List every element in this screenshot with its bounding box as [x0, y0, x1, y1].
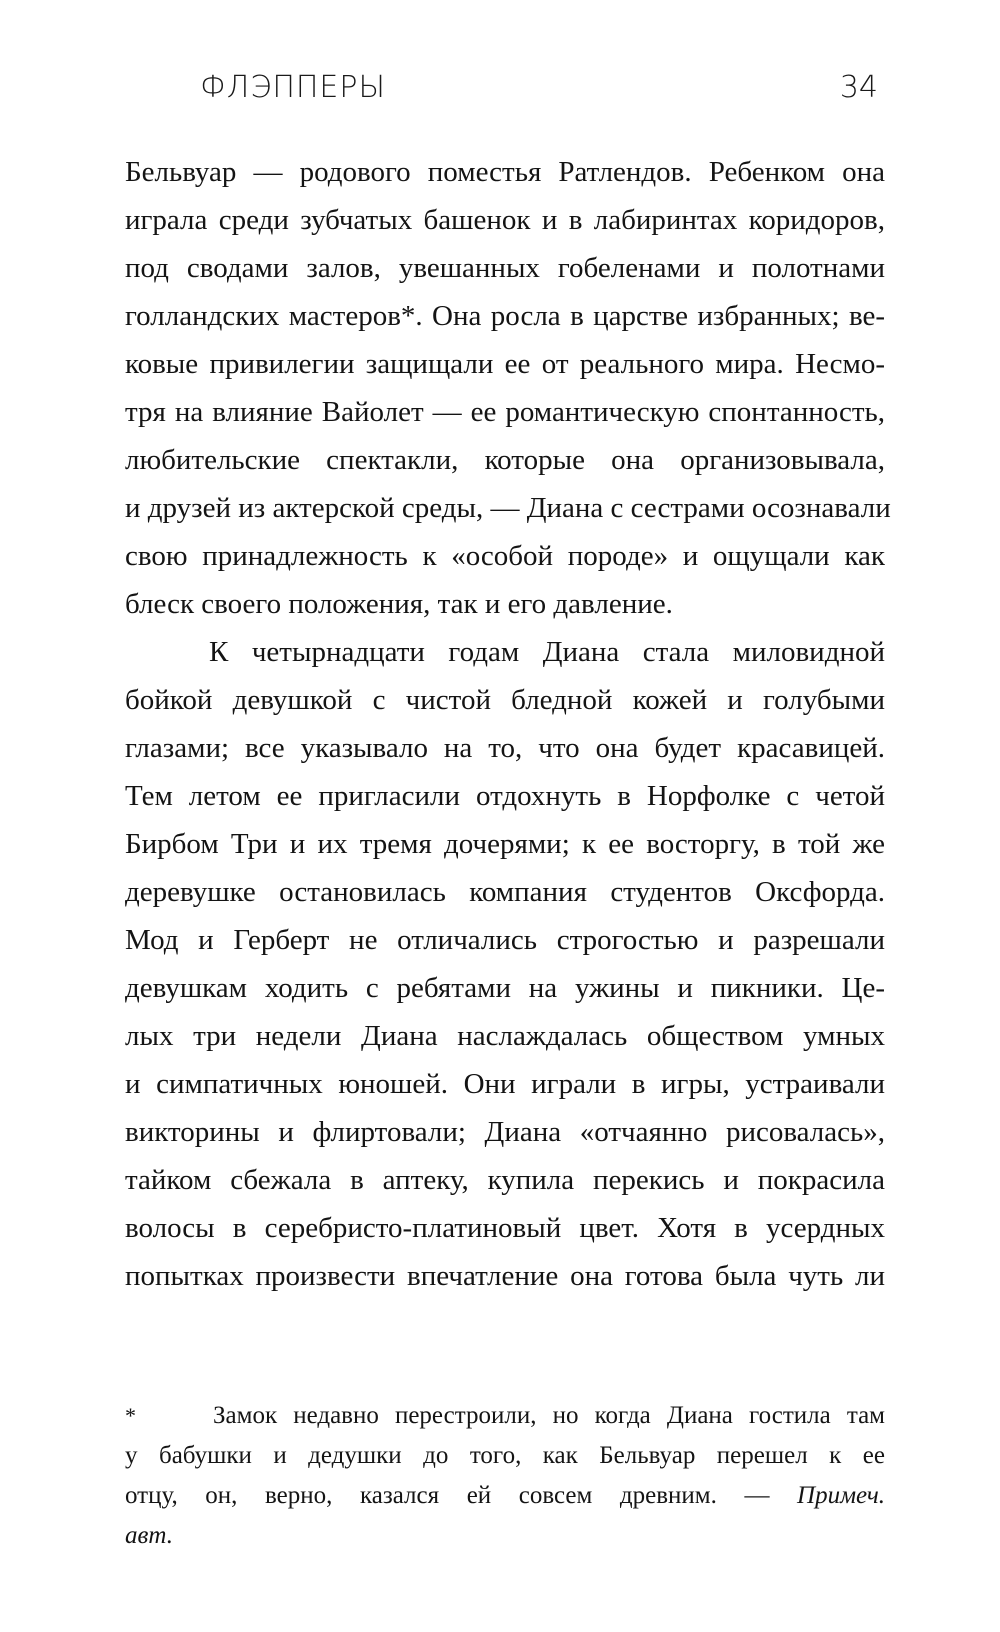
- text-line: играла среди зубчатых башенок и в лабиринтах коридоров,: [125, 204, 885, 236]
- text-line: под сводами залов, увешанных гобеленами и полотнами: [125, 252, 885, 284]
- text-line: волосы в серебристо-платиновый цвет. Хотя в усердных: [125, 1212, 885, 1244]
- page-number: 34: [839, 70, 878, 105]
- text-line: глазами; все указывало на то, что она будет красавицей.: [125, 732, 885, 764]
- footnote-attribution-end: авт.: [125, 1522, 173, 1549]
- text-line: тря на влияние Вайолет — ее романтическую спонтанность,: [125, 396, 885, 428]
- text-line: деревушке остановилась компания студентов Оксфорда.: [125, 876, 885, 908]
- footnote-mark: *: [125, 1403, 136, 1428]
- text-line: лых три недели Диана наслаждалась обществом умных: [125, 1020, 885, 1052]
- text-line: девушкам ходить с ребятами на ужины и пикники. Це-: [125, 972, 885, 1004]
- text-line: тайком сбежала в аптеку, купила перекись и покрасила: [125, 1164, 885, 1196]
- body-text: [125, 148, 891, 1300]
- text-line: Мод и Герберт не отличались строгостью и разрешали: [125, 924, 885, 956]
- text-line: Тем летом ее пригласили отдохнуть в Норфолке с четой: [125, 780, 885, 812]
- footnote-line: [125, 1516, 885, 1556]
- footnote-text: отцу, он, верно, казался ей совсем древним. —: [125, 1482, 798, 1509]
- text-line: и симпатичных юношей. Они играли в игры, устраивали: [125, 1068, 885, 1100]
- text-line: и друзей из актерской среды, — Диана с сестрами осознавали: [125, 492, 891, 524]
- footnote-line: Замок недавно перестроили, но когда Диана гостила там: [213, 1402, 885, 1429]
- text-line: К четырнадцати годам Диана стала миловидной: [209, 636, 885, 668]
- footnote-line: у бабушки и дедушки до того, как Бельвуар перешел к ее: [125, 1442, 885, 1469]
- text-line: Бельвуар — родового поместья Ратлендов. Ребенком она: [125, 156, 885, 188]
- text-line: голландских мастеров*. Она росла в царстве избранных; ве-: [125, 300, 885, 332]
- footnote: [125, 1396, 885, 1556]
- text-line: ковые привилегии защищали ее от реального мира. Несмо-: [125, 348, 885, 380]
- text-line: любительские спектакли, которые она организовывала,: [125, 444, 885, 476]
- text-line: викторины и флиртовали; Диана «отчаянно рисовалась»,: [125, 1116, 885, 1148]
- text-line: попытках произвести впечатление она готова была чуть ли: [125, 1260, 885, 1292]
- text-line: свою принадлежность к «особой породе» и ощущали как: [125, 540, 885, 572]
- running-title: ФЛЭППЕРЫ: [200, 70, 386, 105]
- text-line: бойкой девушкой с чистой бледной кожей и голубыми: [125, 684, 885, 716]
- text-line: блеск своего положения, так и его давление.: [125, 588, 673, 620]
- footnote-line: [125, 1476, 885, 1516]
- footnote-attribution: Примеч.: [797, 1482, 885, 1509]
- text-line: Бирбом Три и их тремя дочерями; к ее восторгу, в той же: [125, 828, 885, 860]
